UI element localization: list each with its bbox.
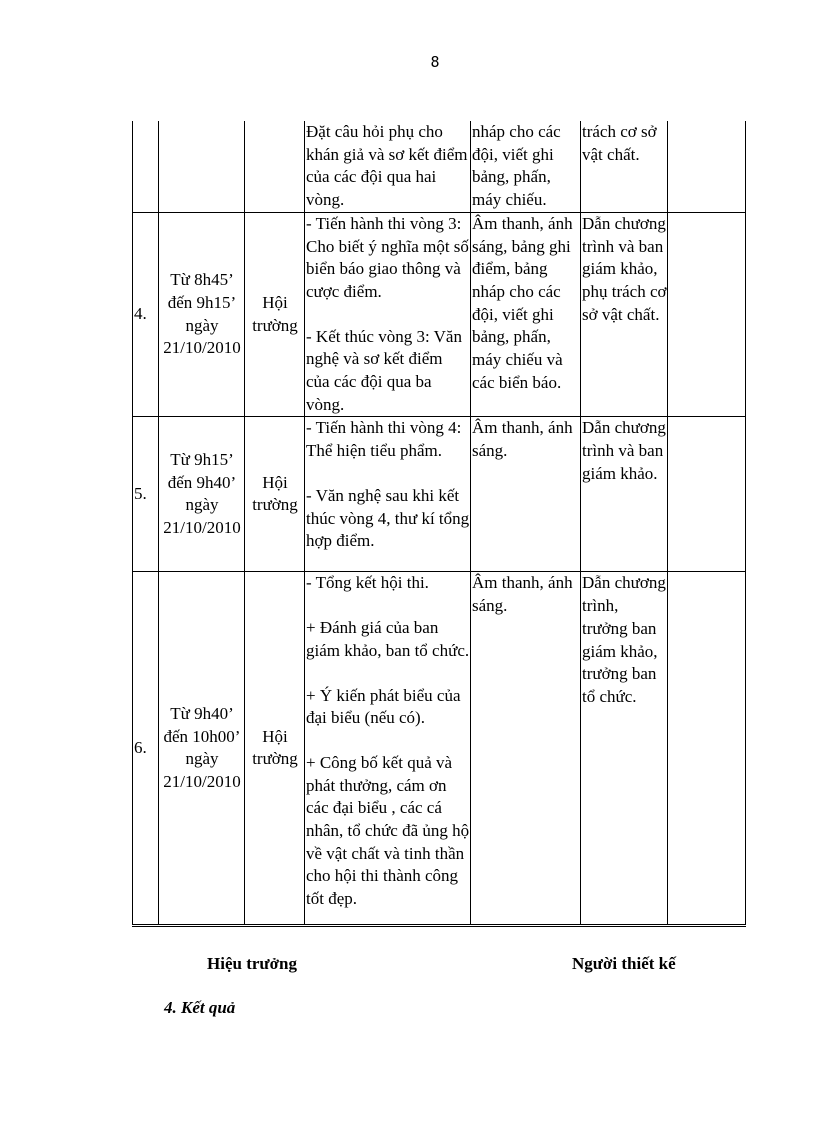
- equipment-cell: Âm thanh, ánh sáng, bảng ghi điểm, bảng nháp cho các đội, viết ghi bảng, phấn, máy chiếu và các biển báo.: [471, 212, 581, 417]
- content-cell: [305, 417, 471, 572]
- place-cell: Hội trường: [245, 572, 305, 926]
- note-cell: [668, 212, 746, 417]
- note-cell: [668, 572, 746, 926]
- table-row: [133, 121, 746, 212]
- page-number: 8: [430, 53, 440, 71]
- time-cell: Từ 9h15’ đến 9h40’ ngày 21/10/2010: [159, 417, 245, 572]
- person-cell: Dẫn chương trình và ban giám khảo, phụ trách cơ sở vật chất.: [581, 212, 668, 417]
- content-line: + Ý kiến phát biểu của đại biểu (nếu có).: [306, 685, 461, 728]
- table-row: [133, 212, 746, 417]
- equipment-cell: Âm thanh, ánh sáng.: [471, 572, 581, 926]
- content-line: - Tiến hành thi vòng 3: Cho biết ý nghĩa một số biển báo giao thông và cược điểm.: [306, 213, 469, 301]
- note-cell: [668, 121, 746, 212]
- time-cell: [159, 121, 245, 212]
- section-heading: 4. Kết quả: [164, 998, 236, 1017]
- content-cell: [305, 212, 471, 417]
- designer-signature-label: Người thiết kế: [572, 954, 676, 973]
- table-row: [133, 417, 746, 572]
- note-cell: [668, 417, 746, 572]
- content-line: + Công bố kết quả và phát thưởng, cám ơn các đại biểu , các cá nhân, tổ chức đã ủng hộ về vật chất và tinh thần cho hội thi thành công tốt đẹp.: [306, 752, 470, 909]
- content-line: - Văn nghệ sau khi kết thúc vòng 4, thư kí tổng hợp điểm.: [306, 485, 470, 551]
- content-line: - Tổng kết hội thi.: [306, 573, 429, 593]
- time-cell: Từ 9h40’ đến 10h00’ ngày 21/10/2010: [159, 572, 245, 926]
- equipment-cell: Âm thanh, ánh sáng.: [471, 417, 581, 572]
- content-line: - Kết thúc vòng 3: Văn nghệ và sơ kết điểm của các đội qua ba vòng.: [306, 326, 462, 414]
- person-cell: Dẫn chương trình và ban giám khảo.: [581, 417, 668, 572]
- place-cell: Hội trường: [245, 212, 305, 417]
- principal-signature-label: Hiệu trưởng: [207, 954, 297, 973]
- row-number: 6.: [133, 572, 159, 926]
- content-line: + Đánh giá của ban giám khảo, ban tổ chức.: [306, 618, 470, 660]
- equipment-cell: nháp cho các đội, viết ghi bảng, phấn, máy chiếu.: [471, 121, 581, 212]
- content-cell: [305, 572, 471, 926]
- row-number: 4.: [133, 212, 159, 417]
- table-row: [133, 572, 746, 926]
- place-cell: [245, 121, 305, 212]
- row-number: [133, 121, 159, 212]
- schedule-table: [132, 121, 746, 927]
- content-line: Đặt câu hỏi phụ cho khán giả và sơ kết điểm của các đội qua hai vòng.: [306, 122, 468, 210]
- content-cell: [305, 121, 471, 212]
- time-cell: Từ 8h45’ đến 9h15’ ngày 21/10/2010: [159, 212, 245, 417]
- row-number: 5.: [133, 417, 159, 572]
- person-cell: Dẫn chương trình, trưởng ban giám khảo, trưởng ban tổ chức.: [581, 572, 668, 926]
- place-cell: Hội trường: [245, 417, 305, 572]
- content-line: - Tiến hành thi vòng 4: Thể hiện tiểu phẩm.: [306, 418, 462, 461]
- person-cell: trách cơ sở vật chất.: [581, 121, 668, 212]
